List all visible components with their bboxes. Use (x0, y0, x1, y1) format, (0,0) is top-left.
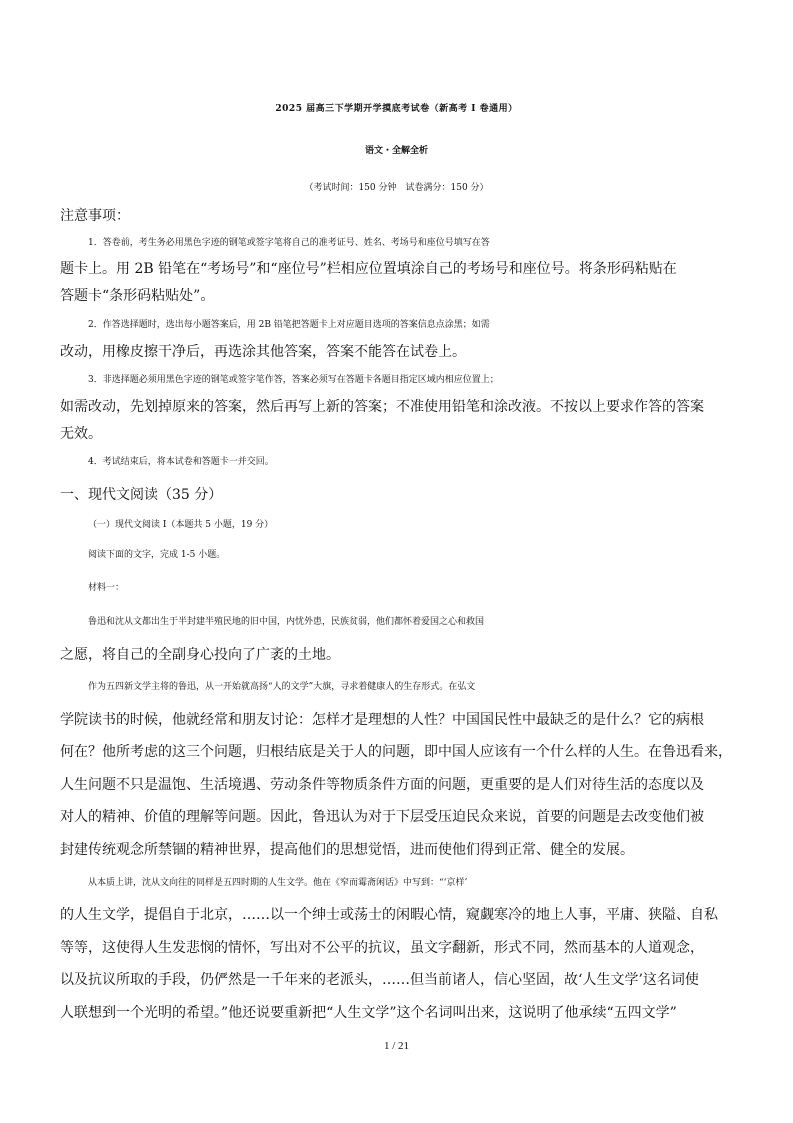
notice-line: 2．作答选择题时，选出每小题答案后，用 2B 铅笔把答题卡上对应题目选项的答案信息点涂黑；如需 (88, 320, 490, 330)
exam-title: 2025 届高三下学期开学摸底考试卷（新高考 I 卷通用） (275, 104, 518, 114)
sub-section-heading: （一）现代文阅读 I（本题共 5 小题，19 分） (88, 520, 274, 530)
passage-line: 人生问题不只是温饱、生活境遇、劳动条件等物质条件方面的问题，更重要的是人们对待生活的态度以及 (60, 777, 704, 793)
instruction: 阅读下面的文字，完成 1-5 小题。 (88, 550, 226, 560)
notice-line: 答题卡“条形码粘贴处”。 (60, 288, 215, 304)
exam-subtitle: 语文・全解全析 (364, 146, 428, 156)
passage-line: 何在？他所考虑的这三个问题，归根结底是关于人的问题，即中国人应该有一个什么样的人生。在鲁迅看来， (60, 744, 732, 760)
page-number: 1 / 21 (383, 1040, 410, 1052)
passage-line: 人联想到一个光明的希望。”他还说要重新把“人生文学”这个名词叫出来，这说明了他承续“五四文学” (60, 1005, 677, 1021)
notice-line: 改动，用橡皮擦干净后，再选涂其他答案，答案不能答在试卷上。 (60, 344, 466, 360)
notice-line: 题卡上。用 2B 铅笔在“考场号”和“座位号”栏相应位置填涂自己的考场号和座位号。将条形码粘贴在 (60, 261, 677, 277)
passage-line: 鲁迅和沈从文都出生于半封建半殖民地的旧中国，内忧外患，民族贫弱，他们都怀着爱国之心和救国 (88, 617, 485, 627)
passage-line: 的人生文学，提倡自于北京，……以一个绅士或荡士的闲暇心情，窥觑寒冷的地上人事，平庸、狭隘、自私 (60, 907, 718, 923)
passage-line: 从本质上讲，沈从文向往的同样是五四时期的人生文学。他在《窄而霉斋闲话》中写到：“‘京样’ (88, 878, 468, 888)
exam-info: （考试时间：150 分钟 试卷满分：150 分） (304, 183, 489, 193)
passage-line: 作为五四新文学主将的鲁迅，从一开始就高扬“人的文学”大旗，寻求着健康人的生存形式。在弘文 (88, 682, 476, 692)
notice-heading: 注意事项： (60, 208, 130, 224)
passage-line: 之愿，将自己的全副身心投向了广袤的土地。 (60, 647, 340, 663)
passage-line: 等等，这使得人生发悲悯的情怀，写出对不公平的抗议，虽文字翻新，形式不同，然而基本的人道观念， (60, 940, 704, 956)
notice-line: 如需改动，先划掉原来的答案，然后再写上新的答案；不准使用铅笔和涂改液。不按以上要求作答的答案 (60, 399, 704, 415)
notice-line: 1．答卷前，考生务必用黑色字迹的钢笔或签字笔将自己的准考证号、姓名、考场号和座位号填写在答 (88, 238, 490, 248)
passage-line: 封建传统观念所禁锢的精神世界，提高他们的思想觉悟，进而使他们得到正常、健全的发展。 (60, 842, 634, 858)
notice-line: 无效。 (60, 426, 102, 442)
passage-line: 学院读书的时候，他就经常和朋友讨论：怎样才是理想的人性？中国国民性中最缺乏的是什么？它的病根 (60, 712, 704, 728)
notice-line: 3．非选择题必须用黑色字迹的钢笔或签字笔作答，答案必须写在答题卡各题目指定区域内相应位置上； (88, 375, 499, 385)
passage-line: 以及抗议所取的手段，仍俨然是一千年来的老派头，……但当前诸人，信心坚固，故‘人生文学’这名词使 (60, 972, 699, 988)
material-label: 材料一： (88, 583, 125, 593)
notice-line: 4．考试结束后，将本试卷和答题卡一并交回。 (88, 457, 274, 467)
passage-line: 对人的精神、价值的理解等问题。因此，鲁迅认为对于下层受压迫民众来说，首要的问题是去改变他们被 (60, 809, 704, 825)
section-heading: 一、现代文阅读（35 分） (60, 487, 223, 503)
